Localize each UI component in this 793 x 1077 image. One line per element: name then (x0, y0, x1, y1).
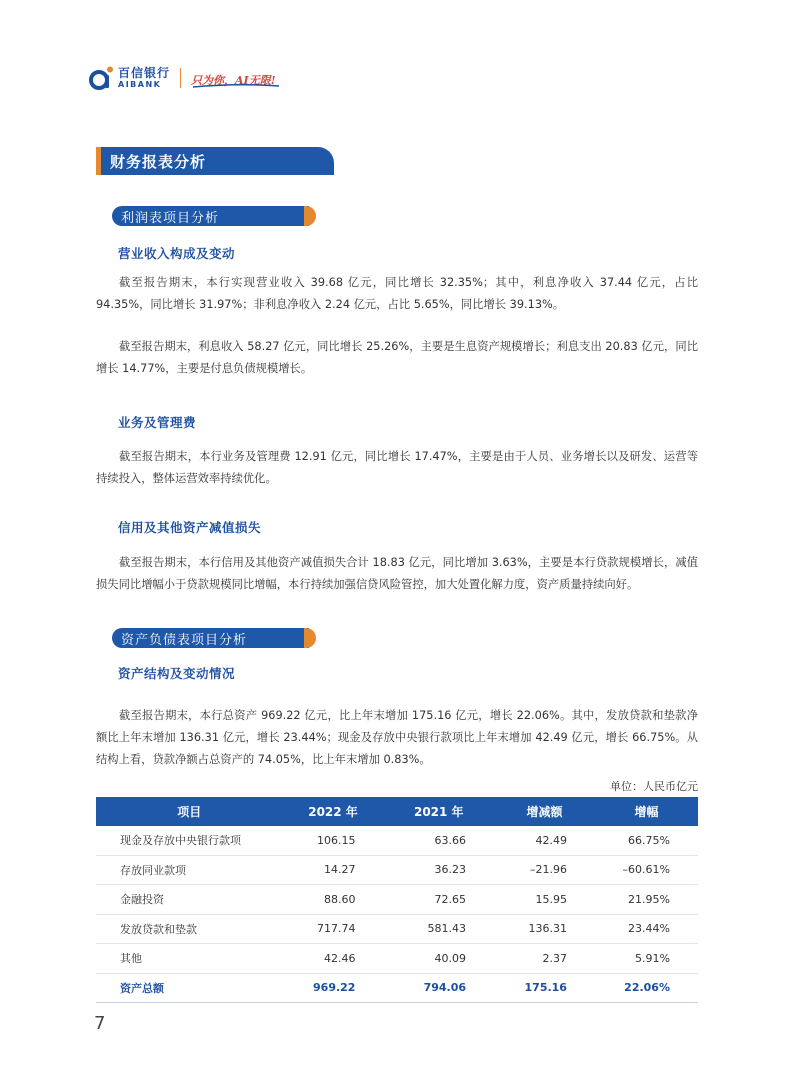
page-number: 7 (94, 1013, 106, 1034)
logo-chinese-name: 百信银行 (118, 66, 171, 80)
bank-logo (88, 64, 276, 92)
table-row: 金融投资 88.60 72.65 15.95 21.95% (96, 885, 698, 915)
table-header-row (96, 797, 698, 826)
table-unit: 单位：人民币亿元 (610, 780, 698, 793)
col-header-growth: 增幅 (595, 797, 698, 826)
subsection-title: 资产负债表项目分析 (121, 633, 248, 648)
col-header-2022: 2022 年 (283, 797, 384, 826)
aibank-logo-icon (88, 65, 114, 91)
col-header-item: 项目 (96, 797, 283, 826)
table-row: 存放同业款项 14.27 36.23 –21.96 –60.61% (96, 855, 698, 885)
heading-assets: 资产结构及变动情况 (118, 666, 236, 681)
section-title: 财务报表分析 (110, 153, 207, 171)
logo-divider (180, 68, 181, 88)
section-header (96, 147, 334, 175)
paragraph-expense: 截至报告期末，本行业务及管理费 12.91 亿元，同比增长 17.47%，主要是由于人员、业务增长以及研发、运营等持续投入，整体运营效率持续优化。 (96, 450, 698, 485)
logo-english-name: AIBANK (118, 80, 162, 89)
paragraph-impairment: 截至报告期末，本行信用及其他资产减值损失合计 18.83 亿元，同比增加 3.63%，主要是本行贷款规模增长，减值损失同比增幅小于贷款规模同比增幅，本行持续加强信贷风险管控，加大处置化解力度，资产质量持续向好。 (96, 556, 698, 591)
table-row: 其他 42.46 40.09 2.37 5.91% (96, 944, 698, 974)
subsection-header-balance (112, 628, 316, 648)
slogan-swoosh-icon (191, 83, 281, 89)
table-total-row: 资产总额 969.22 794.06 175.16 22.06% (96, 973, 698, 1003)
subsection-title: 利润表项目分析 (121, 211, 220, 226)
subsection-header-income (112, 206, 316, 226)
col-header-change: 增减额 (494, 797, 595, 826)
col-header-2021: 2021 年 (383, 797, 494, 826)
paragraph-revenue-2: 截至报告期末，利息收入 58.27 亿元，同比增长 25.26%，主要是生息资产规模增长；利息支出 20.83 亿元，同比增长 14.77%，主要是付息负债规模增长。 (96, 340, 698, 375)
paragraph-assets: 截至报告期末，本行总资产 969.22 亿元，比上年末增加 175.16 亿元，增长 22.06%。其中，发放贷款和垫款净额比上年末增加 136.31 亿元，增长 23.44%；现金及存放中央银行款项比上年末增加 42.49 亿元，增长 66.75%。从结构上看，贷款净额占总资产的 74.05%，比上年末增加 0.83%。 (96, 709, 698, 766)
table-row: 现金及存放中央银行款项 106.15 63.66 42.49 66.75% (96, 826, 698, 855)
heading-revenue: 营业收入构成及变动 (118, 246, 236, 261)
slogan: 只为你，AI无限! (191, 73, 276, 87)
table-row: 发放贷款和垫款 717.74 581.43 136.31 23.44% (96, 914, 698, 944)
paragraph-revenue-1: 截至报告期末，本行实现营业收入 39.68 亿元，同比增长 32.35%；其中，利息净收入 37.44 亿元，占比 94.35%，同比增长 31.97%；非利息净收入 2.24 亿元，占比 5.65%，同比增长 39.13%。 (96, 276, 698, 311)
heading-impairment: 信用及其他资产减值损失 (118, 520, 262, 535)
asset-table (96, 797, 698, 1003)
heading-expense: 业务及管理费 (118, 415, 197, 430)
